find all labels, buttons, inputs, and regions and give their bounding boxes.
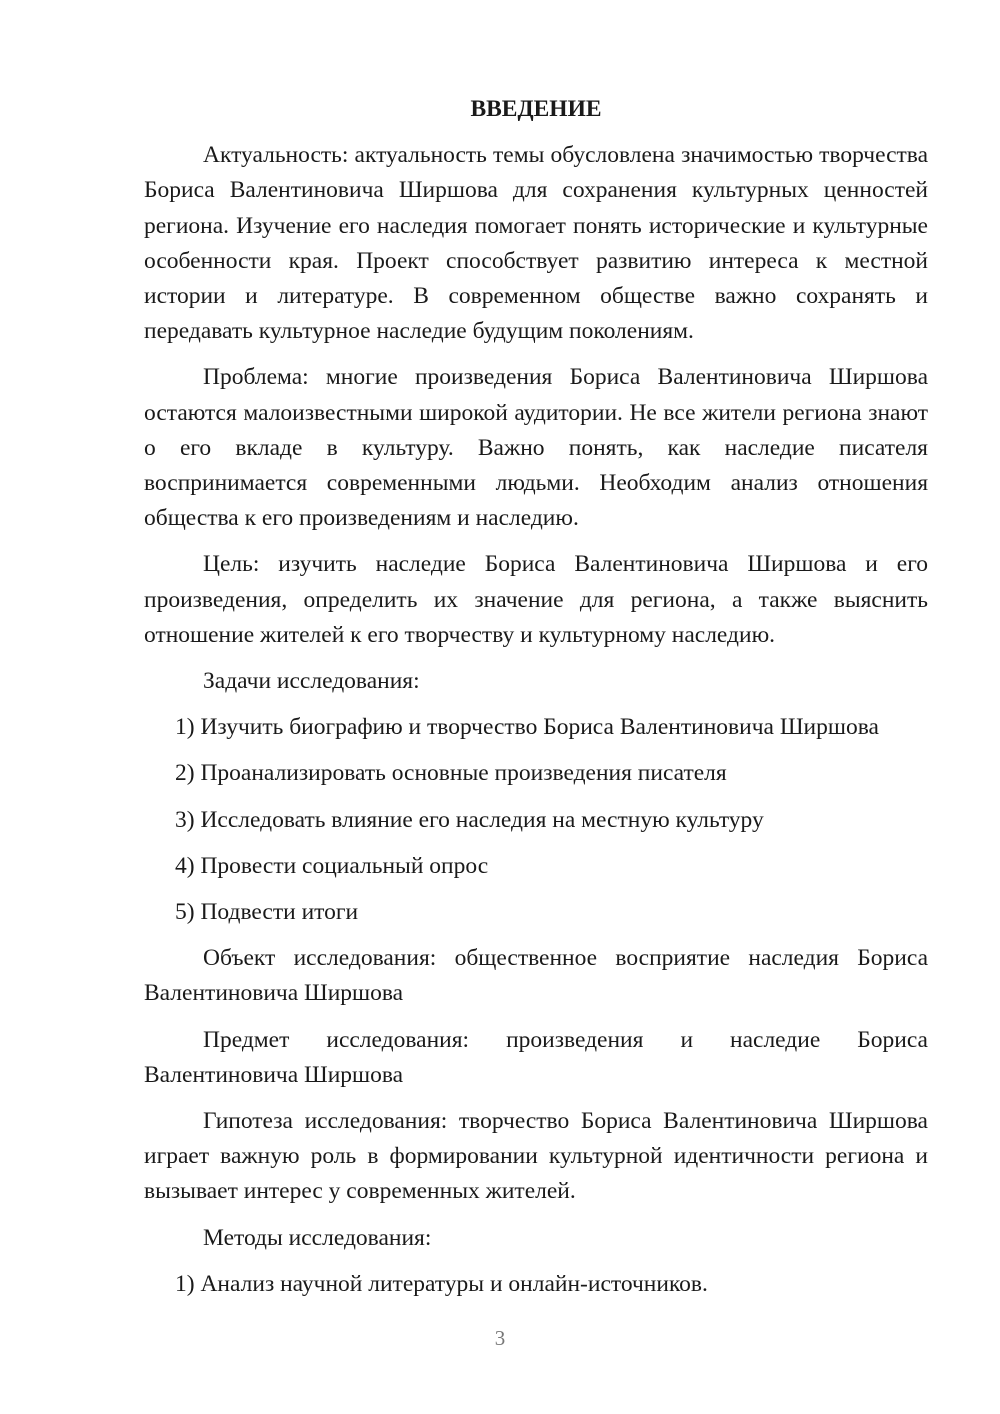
tasks-label: Задачи исследования: [203, 668, 420, 695]
task-item-5: 5) Подвести итоги [175, 899, 359, 926]
problem-paragraph: Проблема: многие произведения Бориса Валентиновича Ширшова остаются малоизвестными широкой аудитории. Не все жители региона знают о его вкладе в культуру. Важно понять, как наследие писателя воспринимается современными людьми. Необходим анализ отношения общества к его произведениям и наследию. [144, 364, 928, 532]
goal-paragraph: Цель: изучить наследие Бориса Валентиновича Ширшова и его произведения, определить их значение для региона, а также выяснить отношение жителей к его творчеству и культурному наследию. [144, 551, 928, 648]
task-item-1: 1) Изучить биографию и творчество Бориса Валентиновича Ширшова [175, 714, 879, 741]
hypothesis-paragraph: Гипотеза исследования: творчество Бориса Валентиновича Ширшова играет важную роль в формировании культурной идентичности региона и вызывает интерес у современных жителей. [144, 1108, 928, 1205]
task-item-2: 2) Проанализировать основные произведения писателя [175, 760, 727, 787]
relevance-paragraph: Актуальность: актуальность темы обусловлена значимостью творчества Бориса Валентиновича Ширшова для сохранения культурных ценностей региона. Изучение его наследия помогает понять исторические и культурные особенности края. Проект способствует развитию интереса к местной истории и литературе. В современном обществе важно сохранять и передавать культурное наследие будущим поколениям. [144, 142, 928, 345]
task-item-4: 4) Провести социальный опрос [175, 852, 489, 879]
page-number: 3 [494, 1326, 506, 1350]
subject-paragraph: Предмет исследования: произведения и наследие Бориса Валентиновича Ширшова [144, 1026, 928, 1088]
page-content [144, 92, 928, 1313]
methods-label: Методы исследования: [203, 1224, 432, 1251]
task-item-3: 3) Исследовать влияние его наследия на местную культуру [175, 806, 764, 833]
object-paragraph: Объект исследования: общественное восприятие наследия Бориса Валентиновича Ширшова [144, 945, 928, 1007]
page-heading: ВВЕДЕНИЕ [470, 96, 602, 122]
method-item-1: 1) Анализ научной литературы и онлайн-источников. [175, 1270, 708, 1297]
